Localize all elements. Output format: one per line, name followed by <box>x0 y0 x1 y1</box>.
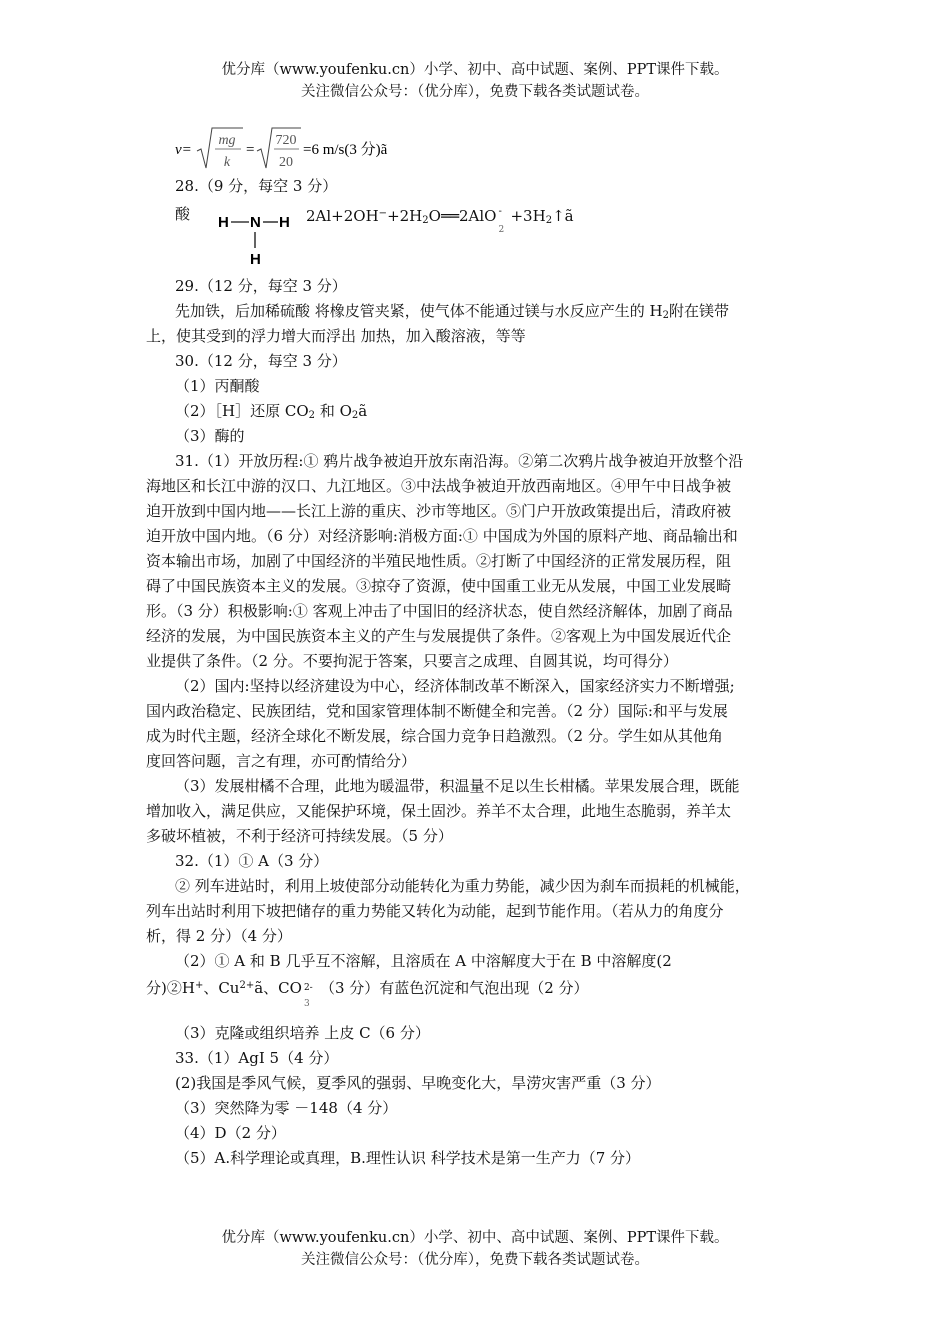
q29-heading: 29.（12 分，每空 3 分） <box>175 277 347 295</box>
eq-sup-1: − <box>378 208 388 219</box>
q30-item-2c: ã <box>358 402 368 420</box>
eq-part-5: ↑ã <box>552 207 574 225</box>
q31-line: 迫开放中国内地。（6 分）对经济影响:消极方面:① 中国成为外国的原料产地、商品输出和 <box>146 527 738 545</box>
velocity-formula <box>175 122 415 174</box>
q29-line-1-sub: 2 <box>662 310 669 321</box>
q30-item-1: （1）丙酮酸 <box>175 377 260 395</box>
fraction-1-denominator: k <box>223 155 231 170</box>
q32-line-6b: 、Cu <box>203 979 240 997</box>
header-line-1: 优分库（www.youfenku.cn）小学、初中、高中试题、案例、PPT课件下载。 <box>221 62 729 78</box>
q31-line: 度回答问题，言之有理，亦可酌情给分） <box>146 752 417 770</box>
q32-line-5: （2）① A 和 B 几乎互不溶解，且溶质在 A 中溶解度大于在 B 中溶解度(2 <box>175 952 672 970</box>
eq-part-3: O══2AlO <box>428 207 497 225</box>
q30-item-2-sub-1: 2 <box>308 410 316 421</box>
q29-line-1a: 先加铁，后加稀硫酸 将橡皮管夹紧，使气体不能通过镁与水反应产生的 H <box>175 302 663 320</box>
q31-line: 经济的发展，为中国民族资本主义的产生与发展提供了条件。②客观上为中国发展近代企 <box>146 627 732 645</box>
q32-line-4: 析，得 2 分）（4 分） <box>146 927 292 945</box>
q31-line: 31.（1）开放历程:① 鸦片战争被迫开放东南沿海。②第二次鸦片战争被迫开放整个沿 <box>175 452 744 470</box>
q31-line: 碍了中国民族资本主义的发展。③掠夺了资源，使中国重工业无从发展，中国工业发展畸 <box>146 577 732 595</box>
q33-line-4: （4）D（2 分） <box>175 1124 286 1142</box>
q31-line: 国内政治稳定、民族团结，党和国家管理体制不断健全和完善。（2 分）国际:和平与发展 <box>146 702 728 720</box>
q32-sup-2: 2+ <box>239 980 255 991</box>
header-line-2: 关注微信公众号：（优分库），免费下载各类试题试卷。 <box>301 84 649 100</box>
q30-item-3: （3）酶的 <box>175 427 245 445</box>
equals-sign: = <box>246 142 255 158</box>
q33-line-3: （3）突然降为零 －148（4 分） <box>175 1099 398 1117</box>
footer-line-1: 优分库（www.youfenku.cn）小学、初中、高中试题、案例、PPT课件下载。 <box>221 1230 729 1246</box>
q30-heading: 30.（12 分，每空 3 分） <box>175 352 347 370</box>
atom-h-left: H <box>218 214 229 231</box>
eq-part-2: +2H <box>387 207 423 225</box>
q32-line-1: 32.（1）① A（3 分） <box>175 852 329 870</box>
formula-svg <box>175 122 415 174</box>
q30-item-2-sub-2: 2 <box>351 410 359 421</box>
q29-line-2: 上，使其受到的浮力增大而浮出 加热，加入酸溶液，等等 <box>146 327 526 345</box>
carbonate-charge <box>302 975 320 1009</box>
q31-line: 迫开放到中国内地——长江上游的重庆、沙市等地区。⑤门户开放政策提出后，清政府被 <box>146 502 732 520</box>
q32-line-6a: 分)②H <box>146 979 195 997</box>
q28-answer-acid: 酸 <box>175 205 191 223</box>
q30-item-2b: 和 O <box>315 402 352 420</box>
q32-line-6 <box>146 975 589 1009</box>
q30-item-2a: （2）［H］还原 CO <box>175 402 309 420</box>
q32-line-6d: （3 分）有蓝色沉淀和气泡出现（2 分） <box>319 979 589 997</box>
q33-line-5: （5）A.科学理论或真理，B.理性认识 科学技术是第一生产力（7 分） <box>175 1149 641 1167</box>
q32-sup-3: 2- <box>303 983 313 993</box>
q31-line: 形。（3 分）积极影响:① 客观上冲击了中国旧的经济状态，使自然经济解体，加剧了商品 <box>146 602 733 620</box>
q31-line: 海地区和长江中游的汉口、九江地区。③中法战争被迫开放西南地区。④甲午中日战争被 <box>146 477 732 495</box>
q32-line-7: （3）克隆或组织培养 上皮 C（6 分） <box>175 1024 430 1042</box>
q33-line-1: 33.（1）AgI 5（4 分） <box>175 1049 339 1067</box>
ammonia-structure <box>212 204 302 268</box>
aluminum-reaction-equation <box>306 203 574 235</box>
fraction-2-numerator: 720 <box>275 133 297 148</box>
q30-item-2 <box>175 400 367 427</box>
q31-line: 多破坏植被，不利于经济可持续发展。（5 分） <box>146 827 453 845</box>
eq-sup-2: - <box>498 206 502 217</box>
q32-line-6c: ã、CO <box>254 979 302 997</box>
q31-line: 增加收入，满足供应，又能保护环境，保土固沙。养羊不太合理，此地生态脆弱，养羊太 <box>146 802 732 820</box>
eq-sub-2: 2 <box>498 225 505 235</box>
q31-line: 业提供了条件。（2 分。不要拘泥于答案，只要言之成理、自圆其说，均可得分） <box>146 652 678 670</box>
atom-h-bottom: H <box>250 251 261 268</box>
q31-line: （2）国内:坚持以经济建设为中心，经济体制改革不断深入，国家经济实力不断增强; <box>175 677 735 695</box>
q31-line: 成为时代主题，经济全球化不断发展，综合国力竞争日趋激烈。（2 分。学生如从其他角 <box>146 727 723 745</box>
q31-line: （3）发展柑橘不合理，此地为暖温带，积温量不足以生长柑橘。苹果发展合理，既能 <box>175 777 740 795</box>
q31-line: 资本输出市场，加剧了中国经济的半殖民地性质。②打断了中国经济的正常发展历程，阻 <box>146 552 732 570</box>
q32-line-2: ② 列车进站时，利用上坡使部分动能转化为重力势能，减少因为刹车而损耗的机械能， <box>175 877 750 895</box>
footer-line-2: 关注微信公众号：（优分库），免费下载各类试题试卷。 <box>301 1252 649 1268</box>
eq-sub-3: 2 <box>545 215 553 226</box>
q29-line-1b: 附在镁带 <box>669 302 730 320</box>
eq-part-4: +3H <box>510 207 546 225</box>
eq-sub-1: 2 <box>422 215 429 226</box>
q33-line-2: (2)我国是季风气候，夏季风的强弱、早晚变化大，旱涝灾害严重（3 分） <box>175 1074 661 1092</box>
fraction-2-denominator: 20 <box>279 155 293 170</box>
v-label: v= <box>175 142 192 158</box>
eq-ion-charge <box>496 203 510 235</box>
q32-line-3: 列车出站时利用下坡把储存的重力势能又转化为动能，起到节能作用。（若从力的角度分 <box>146 902 724 920</box>
q29-line-1 <box>175 300 729 327</box>
atom-h-right: H <box>279 214 290 231</box>
q32-sup-1: + <box>194 980 204 991</box>
fraction-1-numerator: mg <box>218 133 236 148</box>
eq-part-1: 2Al+2OH <box>306 207 379 225</box>
atom-n: N <box>250 214 261 231</box>
velocity-result: =6 m/s(3 分)ã <box>303 142 388 158</box>
q32-sub: 3 <box>303 999 310 1009</box>
q28-heading: 28.（9 分，每空 3 分） <box>175 177 338 195</box>
